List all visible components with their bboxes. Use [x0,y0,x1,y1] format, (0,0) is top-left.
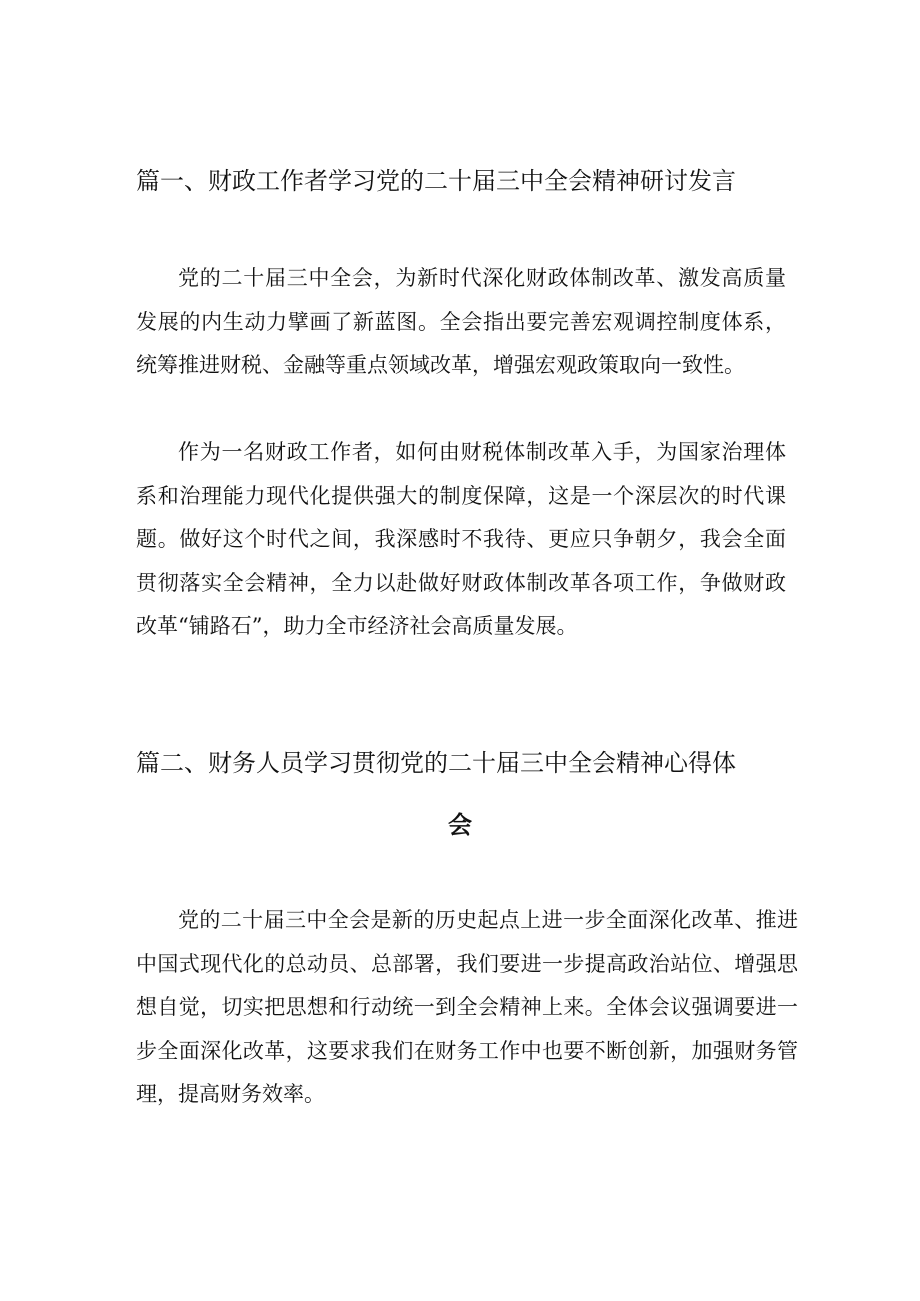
section-2-heading: 篇二、财务人员学习贯彻党的二十届三中全会精神心得体 [136,749,736,777]
section-1-paragraph-1: 党的二十届三中全会，为新时代深化财政体制改革、激发高质量发展的内生动力擘画了新蓝图。全会指出要完善宏观调控制度体系，统筹推进财税、金融等重点领域改革，增强宏观政策取向一致性。 [136,266,786,377]
section-1-heading: 篇一、财政工作者学习党的二十届三中全会精神研讨发言 [136,167,736,195]
section-2-heading-continuation: 会 [448,811,472,839]
section-1-paragraph-2: 作为一名财政工作者，如何由财税体制改革入手，为国家治理体系和治理能力现代化提供强大的制度保障，这是一个深层次的时代课题。做好这个时代之间，我深感时不我待、更应只争朝夕，我会全面贯彻落实全会精神，全力以赴做好财政体制改革各项工作，争做财政改革“铺路石”，助力全市经济社会高质量发展。 [136,440,786,638]
section-2-paragraph-1: 党的二十届三中全会是新的历史起点上进一步全面深化改革、推进中国式现代化的总动员、总部署，我们要进一步提高政治站位、增强思想自觉，切实把思想和行动统一到全会精神上来。全体会议强调要进一步全面深化改革，这要求我们在财务工作中也要不断创新，加强财务管理，提高财务效率。 [136,908,798,1106]
